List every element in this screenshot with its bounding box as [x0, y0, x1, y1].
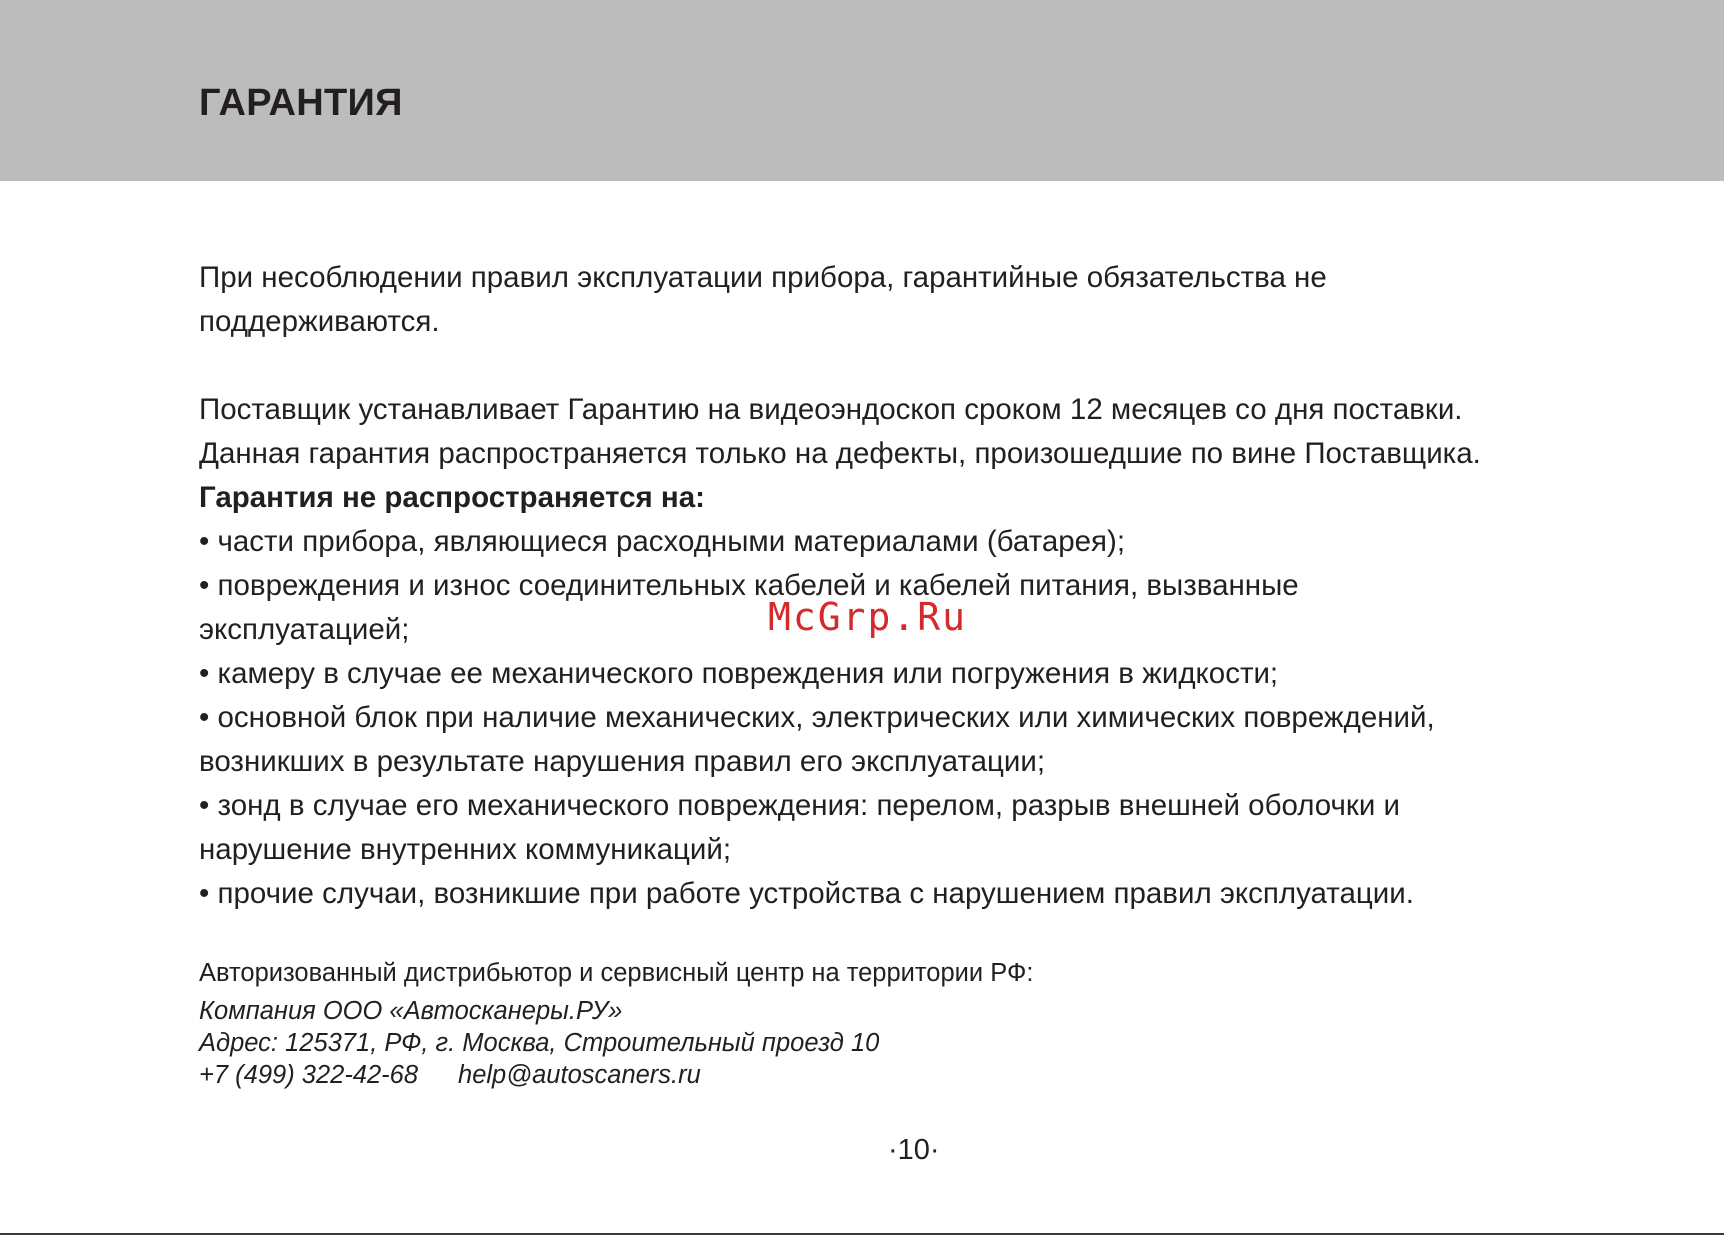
- contact-email: help@autoscaners.ru: [458, 1061, 701, 1089]
- contact-address: Адрес: 125371, РФ, г. Москва, Строительный проезд 10: [199, 1029, 880, 1057]
- exclusion-item: • прочие случаи, возникшие при работе устройства с нарушением правил эксплуатации.: [199, 877, 1414, 910]
- contact-company: Компания ООО «Автосканеры.РУ»: [199, 997, 623, 1025]
- exclusion-item: • зонд в случае его механического повреждения: перелом, разрыв внешней оболочки и: [199, 789, 1400, 822]
- contact-lead: Авторизованный дистрибьютор и сервисный центр на территории РФ:: [199, 959, 1034, 987]
- page-number: ·10·: [888, 1134, 940, 1166]
- exclusion-item: • части прибора, являющиеся расходными материалами (батарея);: [199, 525, 1126, 558]
- header-band: [0, 0, 1724, 181]
- exclusion-item: • повреждения и износ соединительных кабелей и кабелей питания, вызванные: [199, 569, 1299, 602]
- exclusions-heading: Гарантия не распространяется на:: [199, 481, 705, 514]
- exclusion-item-continuation: нарушение внутренних коммуникаций;: [199, 833, 732, 866]
- exclusion-item-continuation: возникших в результате нарушения правил его эксплуатации;: [199, 745, 1046, 778]
- warranty-section: [199, 388, 1639, 916]
- contact-line: [199, 1059, 1033, 1091]
- watermark: McGrp.Ru: [768, 595, 968, 639]
- contact-block: [199, 957, 1033, 1091]
- warranty-scope-line: Данная гарантия распространяется только на дефекты, произошедшие по вине Поставщика.: [199, 437, 1481, 470]
- exclusion-item: • основной блок при наличие механических, электрических или химических повреждений,: [199, 701, 1435, 734]
- exclusion-item-continuation: эксплуатацией;: [199, 613, 410, 646]
- contact-phone: +7 (499) 322-42-68: [199, 1061, 419, 1089]
- page-title: ГАРАНТИЯ: [199, 82, 403, 124]
- intro-paragraph: [199, 256, 1639, 344]
- intro-line: поддерживаются.: [199, 305, 440, 338]
- intro-line: При несоблюдении правил эксплуатации прибора, гарантийные обязательства не: [199, 261, 1327, 294]
- warranty-term-line: Поставщик устанавливает Гарантию на видеоэндоскоп сроком 12 месяцев со дня поставки.: [199, 393, 1463, 426]
- exclusion-item: • камеру в случае ее механического повреждения или погружения в жидкости;: [199, 657, 1279, 690]
- bottom-divider: [0, 1233, 1724, 1235]
